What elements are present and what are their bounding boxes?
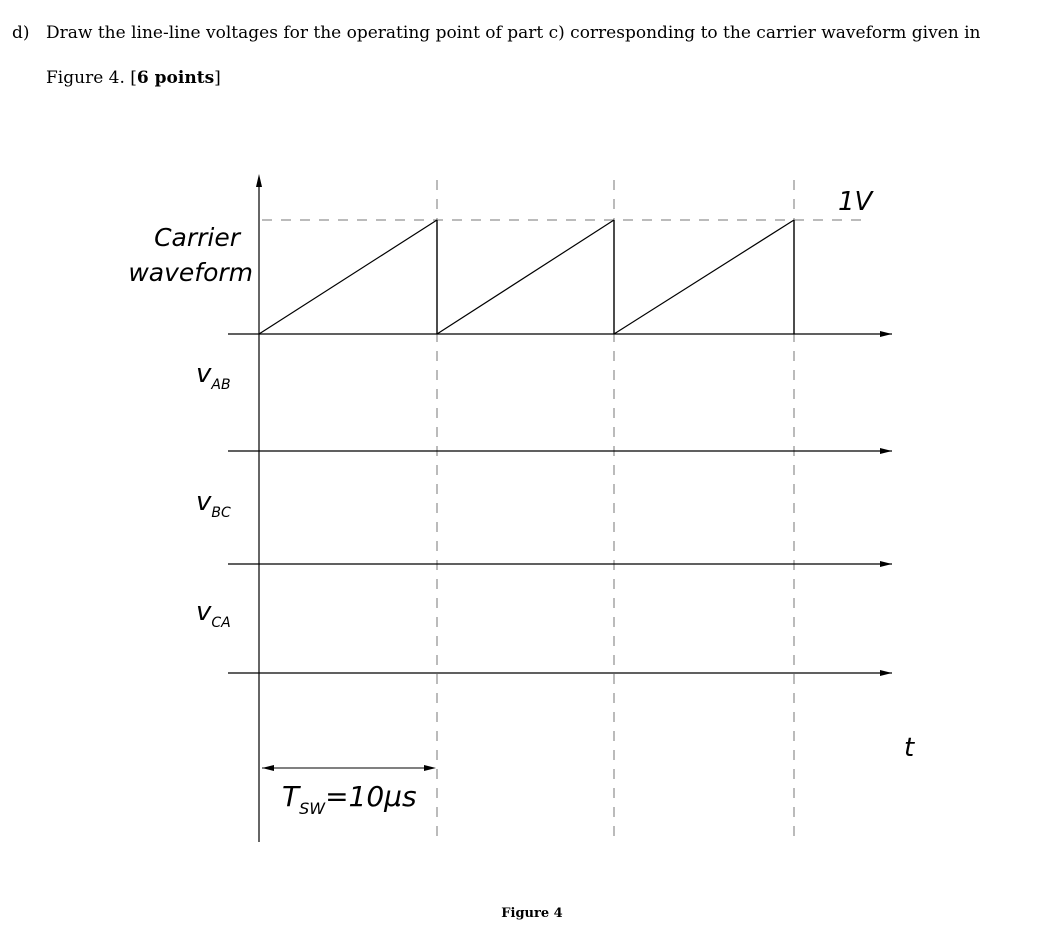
vca-label [196,597,231,631]
question-marker: d) [12,25,30,42]
vbc-label-main: v [196,487,212,517]
figure-caption: Figure 4 [501,906,563,921]
switching-period-arrowhead-left [262,765,274,771]
switching-period-label-main: T [282,780,300,813]
question-points: 6 points [136,68,215,88]
sawtooth-ramp-1 [259,220,437,334]
sawtooth-ramp-3 [614,220,794,334]
sawtooth-ramp-2 [437,220,614,334]
vab-label-sub: AB [211,377,231,393]
carrier-label-line2: waveform [128,258,253,287]
vab-label [196,359,231,393]
vbc-label [196,487,231,521]
vbc-label-sub: BC [211,505,231,521]
vca-label-main: v [196,597,212,627]
question-line-2-prefix: Figure 4. [ [46,68,137,88]
switching-period-label-value: =10μs [325,780,417,813]
time-axis-label: t [904,733,915,763]
peak-voltage-label: 1V [838,187,873,217]
question-line-1: Draw the line-line voltages for the operating point of part c) corresponding to the carrier waveform given in [46,25,981,42]
switching-period-arrowhead-right [424,765,436,771]
vca-label-sub: CA [211,615,231,631]
carrier-label-line1: Carrier [154,223,240,252]
switching-period-label [282,780,417,818]
question-line-2-suffix: ] [214,68,221,88]
vab-label-main: v [196,359,212,389]
carrier-sawtooth [259,220,794,334]
switching-period-label-sub: SW [299,799,326,818]
vertical-axis-arrowhead [256,174,262,187]
